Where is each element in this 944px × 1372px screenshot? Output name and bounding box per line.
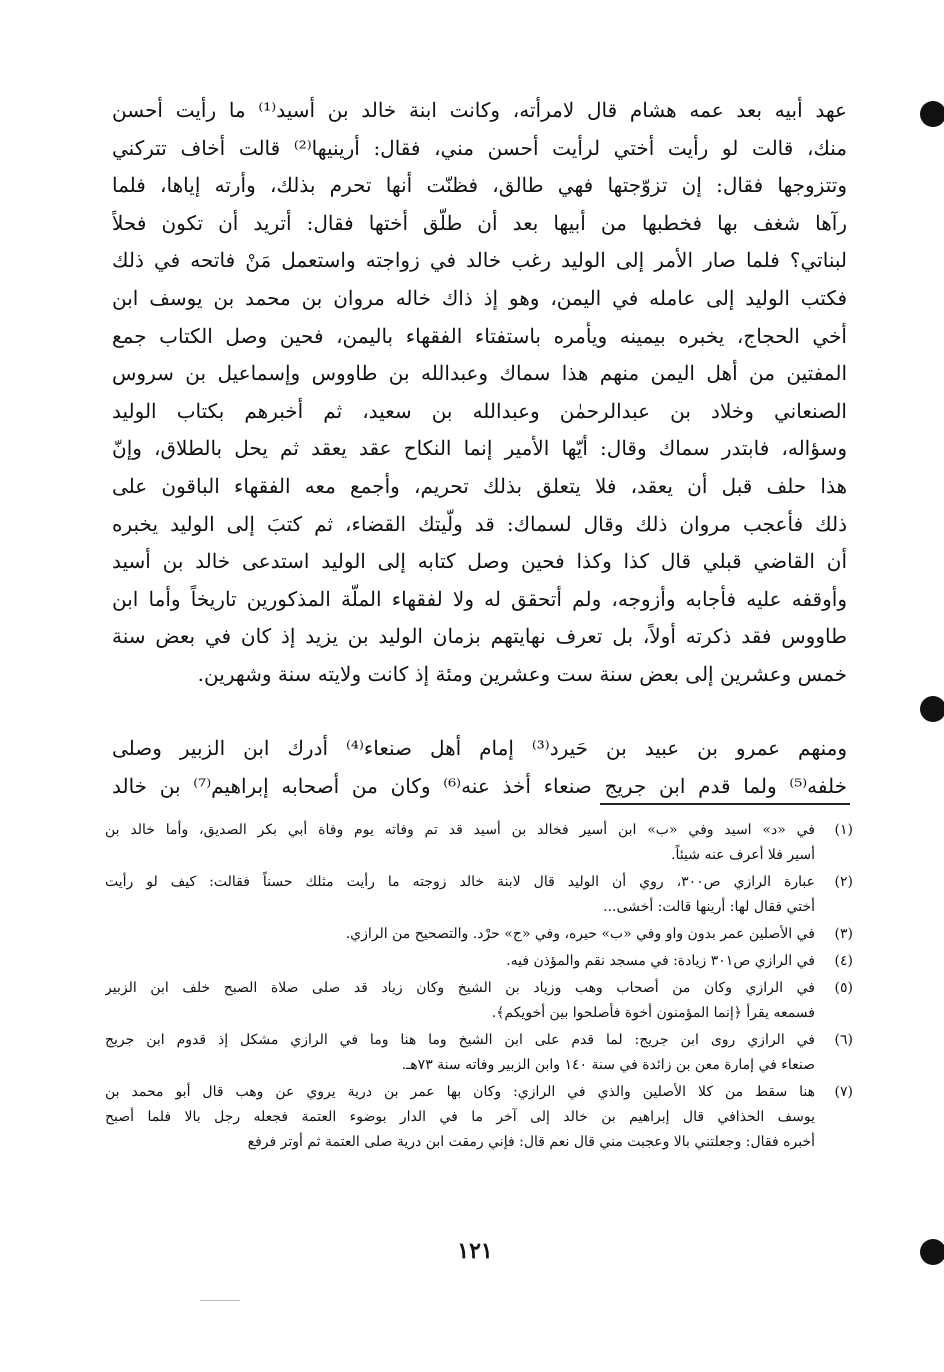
scan-mark: [200, 1300, 240, 1301]
text-line: فكتب الوليد إلى عامله في اليمن، وهو إذ ذاك خاله مروان بن محمد بن يوسف ابن: [112, 285, 847, 310]
footnote-number: (٣): [834, 926, 853, 942]
footnote-line: في الأصلين عمر بدون واو وفي «ب» حيره، وفي «ج» حرْد. والتصحيح من الرازي.: [345, 926, 815, 942]
footnote-line: صنعاء في إمارة معن بن زائدة في سنة ١٤٠ وابن الزبير وفاته سنة ٧٣هـ.: [401, 1057, 815, 1073]
binding-hole-middle: [920, 696, 944, 722]
footnote-item: [105, 1080, 853, 1155]
text-line: المفتين من أهل اليمن منهم هذا سماك وعبدالله بن طاووس وإسماعيل بن سروس: [112, 361, 847, 386]
text-line: رآها شغف بها فخطبها من أبيها بعد أن طلّق أختها فقال: أتريد أن تكون فحلاً: [112, 210, 847, 235]
text-line: منك، قالت لو رأيت أختي لرأيت أحسن مني، فقال: أرينيها⁽²⁾ قالت أخاف تتركني: [112, 135, 847, 160]
footnote-line: هنا سقط من كلا الأصلين والذي في الرازي: وكان بها عمر بن درية يروي عن وهب قال أبو محمد بن: [105, 1084, 815, 1100]
footnote-line: في الرازي وكان من أصحاب وهب وزياد بن الشيخ وكان زياد قد صلى صلاة الصبح خلف ابن الزبير: [105, 980, 815, 996]
footnote-item: [105, 818, 853, 868]
footnotes: [105, 818, 853, 1157]
text-line: هذا حلف قبل أن يعقد، فلا يتعلق بذلك تحريم، وأجمع معه الفقهاء الباقون على: [112, 473, 847, 498]
text-line: ومنهم عمرو بن عبيد بن حَيرد⁽³⁾ إمام أهل صنعاء⁽⁴⁾ أدرك ابن الزبير وصلى: [112, 736, 847, 760]
footnote-line: في الرازي روى ابن جريج: لما قدم على ابن الشيخ وما هنا وما في الرازي مشكل إذ قدوم ابن جريج: [105, 1032, 815, 1048]
footnote-number: (٤): [834, 953, 853, 969]
footnote-line: في الرازي ص٣٠١ زيادة: في مسجد نقم والمؤذن فيه.: [506, 953, 815, 969]
text-line: طاووس فقد ذكرته أولاً، بل تعرف نهايتهم بزمان الوليد بن يزيد إذ كان في بعض سنة: [112, 624, 847, 649]
text-line: الصنعاني وخلاد بن عبدالرحمٰن وعبدالله بن سعيد، ثم أخبرهم بكتاب الوليد: [112, 398, 847, 423]
footnote-item: [105, 976, 853, 1026]
text-line: عهد أبيه بعد عمه هشام قال لامرأته، وكانت ابنة خالد بن أسيد⁽¹⁾ ما رأيت أحسن: [112, 98, 847, 122]
footnote-line: أخبره فقال: وجعلتني بالا وعجبت مني قال نعم قال: فإني رمقت ابن درية صلى العتمة ثم أوتر فرفع: [247, 1134, 815, 1150]
footnote-line: أختي فقال لها: أرينها قالت: أخشى...: [603, 899, 815, 915]
page-number: ١٢١: [457, 1238, 493, 1264]
text-line: خلفه⁽⁵⁾ ولما قدم ابن جريج صنعاء أخذ عنه⁽⁶⁾ وكان من أصحابه إبراهيم⁽⁷⁾ بن خالد: [112, 773, 847, 798]
footnote-line: في «د» اسيد وفي «ب» ابن أسير فخالد بن أسيد قد تم وفاته يوم وفاة أبي بكر الصديق، وأما خالد بن: [105, 822, 815, 838]
text-line: وأوقفه عليه فأجابه وأزوجه، ولم أتحقق له ولا لفقهاء الملّة المذكورين تاريخاً وأما ابن: [112, 586, 847, 611]
binding-hole-bottom: [920, 1239, 944, 1265]
footnote-number: (٥): [834, 980, 853, 996]
footnote-number: (٢): [834, 874, 853, 890]
footnote-item: [105, 1028, 853, 1078]
footnote-item: [105, 922, 853, 947]
text-line: وتتزوجها فقال: إن تزوّجتها فهي طالق، فظنّت أنها تحرم بذلك، وأرته إياها، فلما: [112, 173, 847, 198]
text-line: وسؤاله، فابتدر سماك وقال: أيّها الأمير إنما النكاح عقد يعقد ثم يحل بالطلاق، وإنّ: [112, 436, 847, 461]
text-line: أن القاضي قبلي قال كذا وكذا فحين وصل كتابه إلى الوليد استدعى خالد بن أسيد: [112, 549, 847, 574]
footnote-line: عبارة الرازي ص٣٠٠، روي أن الوليد قال لابنة خالد زوجته ما رأيت مثلك حسناً فقالت: كيف لو رأيت: [105, 874, 815, 890]
footnote-separator: [600, 803, 850, 805]
text-line: لبناتي؟ فلما صار الأمر إلى الوليد رغب خالد في زواجته واستعمل مَنْ فاتحه في ذلك: [112, 248, 847, 273]
text-line: ذلك فأعجب مروان ذلك وقال لسماك: قد ولّيتك القضاء، ثم كتبَ إلى الوليد يخبره: [112, 511, 847, 536]
text-line: أخي الحجاج، يخبره بيمينه ويأمره باستفتاء الفقهاء باليمن، فحين وصل الكتاب جمع: [112, 323, 847, 348]
footnote-line: فسمعه يقرأ ﴿إنما المؤمنون أخوة فأصلحوا بين أخويكم﴾.: [491, 1005, 815, 1021]
text-line: خمس وعشرين إلى بعض سنة ست وعشرين ومئة إذ كانت ولايته سنة وشهرين.: [197, 661, 847, 686]
footnote-number: (٦): [834, 1032, 853, 1048]
footnote-number: (٧): [834, 1084, 853, 1100]
footnote-line: أسير فلا أعرف عنه شيئاً.: [671, 847, 815, 863]
footnote-item: [105, 949, 853, 974]
second-paragraph: [112, 730, 847, 805]
binding-hole-top: [920, 101, 944, 127]
main-paragraph: [112, 92, 847, 694]
footnote-item: [105, 870, 853, 920]
footnote-number: (١): [834, 822, 853, 838]
footnote-line: يوسف الحذافي قال إبراهيم بن خالد إلى آخر ما في الدار بوضوء العتمة فجعله رجل بالا فلما أصبح: [105, 1109, 815, 1125]
